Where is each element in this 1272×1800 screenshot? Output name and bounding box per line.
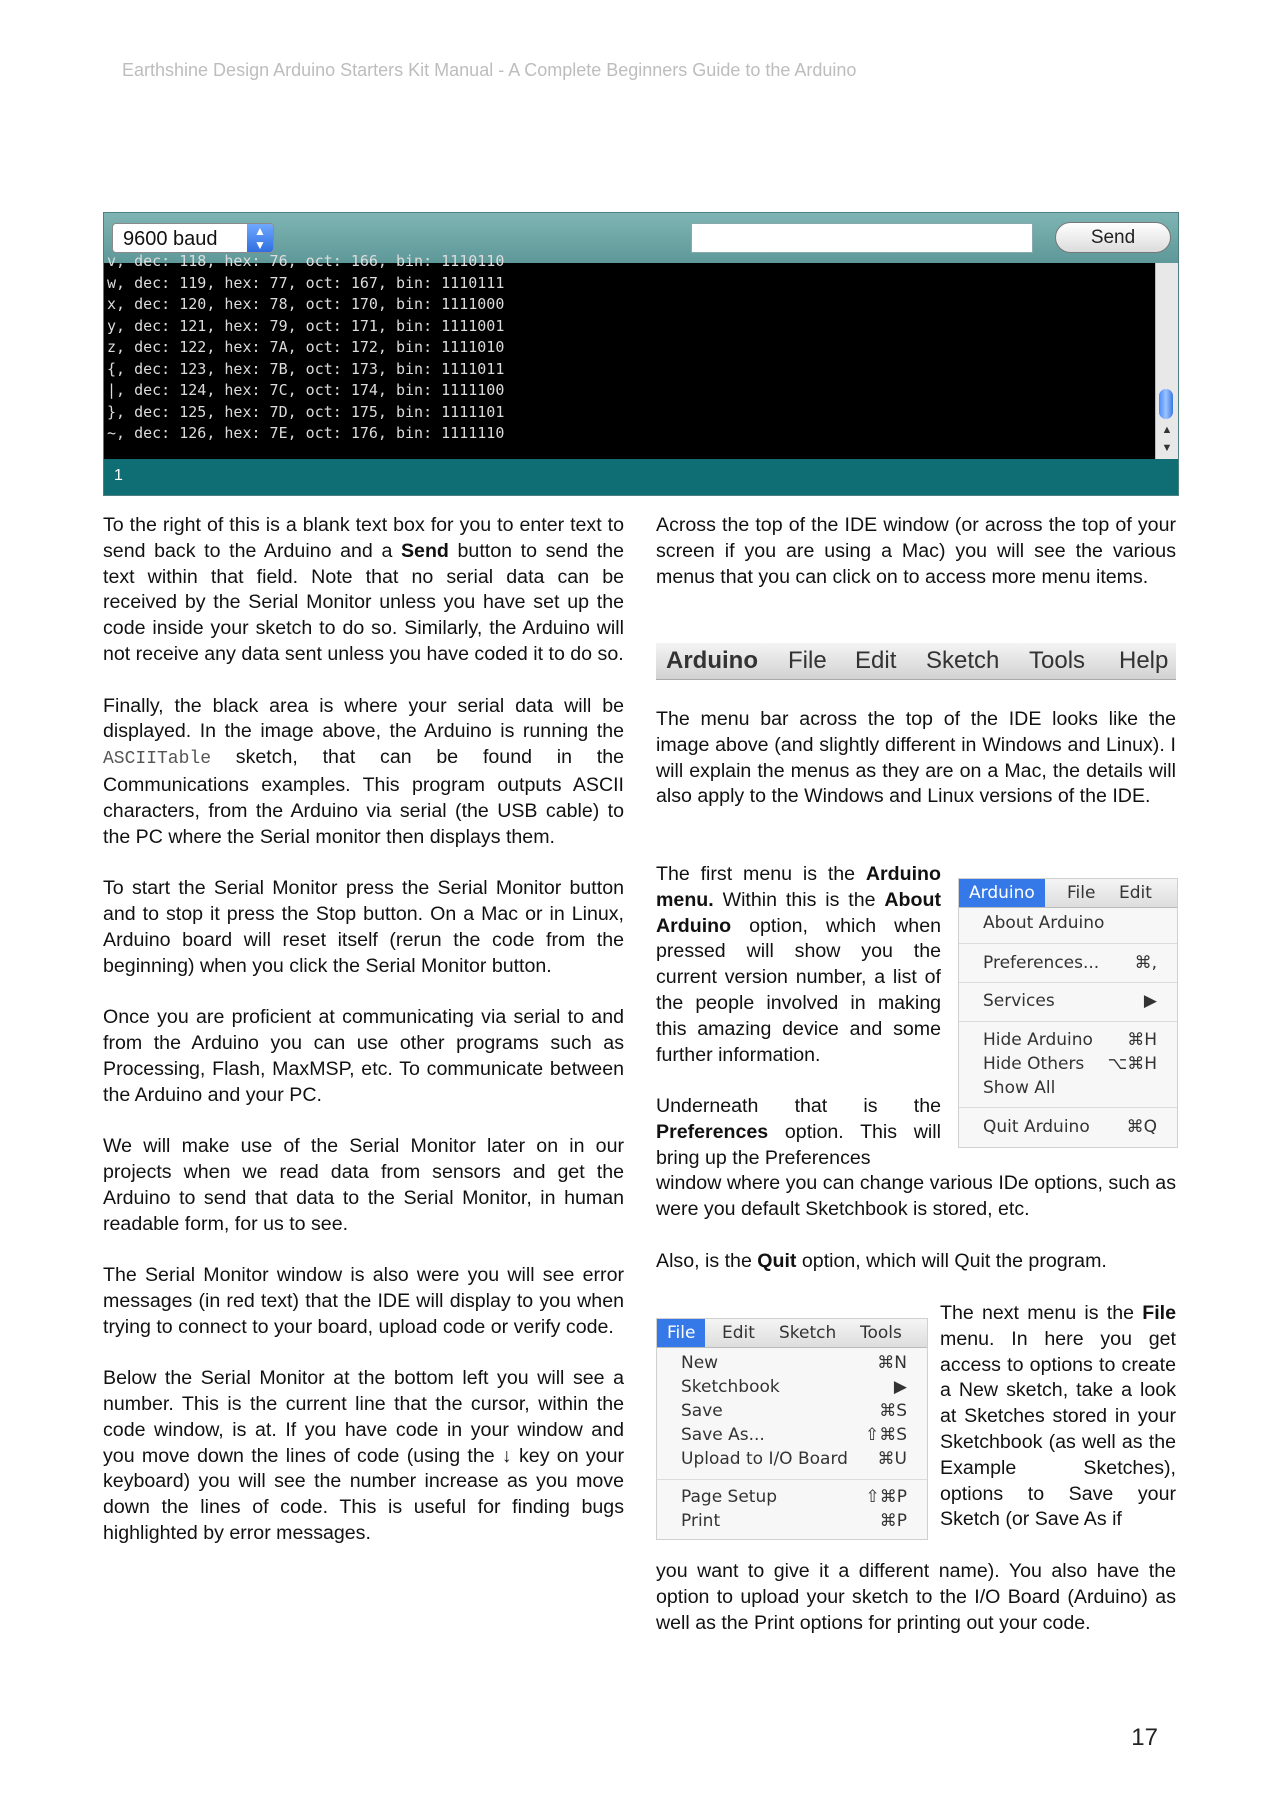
menu-separator bbox=[959, 1107, 1177, 1108]
menu-item-save-as: Save As... ⇧⌘S bbox=[681, 1425, 907, 1445]
baud-value: 9600 baud bbox=[123, 228, 218, 250]
menu-separator bbox=[959, 1021, 1177, 1022]
menu-sketch: Sketch bbox=[926, 647, 1000, 674]
page-number: 17 bbox=[1131, 1724, 1158, 1751]
console-line: w, dec: 119, hex: 77, oct: 167, bin: 1110111 bbox=[107, 273, 505, 292]
arduino-menu-image bbox=[958, 878, 1178, 1148]
serial-output bbox=[104, 252, 1156, 459]
menu-edit: Edit bbox=[722, 1323, 755, 1343]
menu-item-print: Print ⌘P bbox=[681, 1511, 907, 1531]
page-header: Earthshine Design Arduino Starters Kit Manual - A Complete Beginners Guide to the Arduino bbox=[122, 60, 857, 80]
menu-arduino: Arduino bbox=[959, 879, 1045, 907]
line-number: 1 bbox=[114, 467, 123, 484]
menu-item-save: Save ⌘S bbox=[681, 1401, 907, 1421]
paragraph: Once you are proficient at communicating via serial to and from the Arduino you can use other programs such as Processing, Flash, MaxMSP, etc. To communicate between the Arduino and your PC. bbox=[103, 1006, 624, 1106]
serial-monitor-screenshot bbox=[103, 212, 1179, 496]
status-bar bbox=[104, 459, 1178, 495]
menu-edit: Edit bbox=[1119, 883, 1152, 903]
file-menu-image bbox=[656, 1318, 928, 1540]
menu-item-hide-arduino: Hide Arduino ⌘H bbox=[983, 1030, 1157, 1050]
paragraph: Below the Serial Monitor at the bottom left you will see a number. This is the current line that the cursor, within the code window, is at. If you have code in your window and you move down the lines of code (using the ↓ key on your keyboard) you will see the number increase as you move down the lines of code. This is useful for finding bugs highlighted by error messages. bbox=[103, 1367, 624, 1545]
paragraph: window where you can change various IDe options, such as were you default Sketchbook is stored, etc. bbox=[656, 1172, 1176, 1220]
console-line: }, dec: 125, hex: 7D, oct: 175, bin: 1111101 bbox=[107, 402, 505, 421]
menu-item-sketchbook: Sketchbook ▶ bbox=[681, 1377, 907, 1397]
stepper-arrows-icon: ▲ ▼ bbox=[247, 224, 273, 252]
paragraph: you want to give it a different name). You also have the option to upload your sketch to the I/O Board (Arduino) as well as the Print options for printing out your code. bbox=[656, 1560, 1176, 1634]
paragraph: Finally, the black area is where your serial data will be displayed. In the image above, the Arduino is running the ASCIITable sketch, that can be found in the Communications examples. This program outputs ASCII characters, from the Arduino via serial (the USB cable) to the PC where the Serial monitor then displays them. bbox=[103, 694, 624, 848]
menu-tools: Tools bbox=[1029, 647, 1086, 674]
menu-arduino: Arduino bbox=[666, 647, 758, 674]
menu-file: File bbox=[657, 1319, 705, 1347]
menu-file: File bbox=[788, 647, 827, 674]
paragraph: To start the Serial Monitor press the Serial Monitor button and to stop it press the Stop button. On a Mac or in Linux, Arduino board will reset itself (rerun the code from the beginning) when you click the Serial Monitor button. bbox=[103, 877, 624, 977]
console-line: ~, dec: 126, hex: 7E, oct: 176, bin: 1111110 bbox=[107, 424, 505, 442]
submenu-arrow-icon: ▶ bbox=[1143, 991, 1157, 1011]
menu-item-preferences: Preferences... ⌘, bbox=[983, 953, 1157, 973]
console-line: |, dec: 124, hex: 7C, oct: 174, bin: 1111100 bbox=[107, 381, 505, 399]
console-line: y, dec: 121, hex: 79, oct: 171, bin: 1111001 bbox=[107, 316, 505, 335]
paragraph: Across the top of the IDE window (or across the top of your screen if you are using a Mac) you will see the various menus that you can click on to access more menu items. bbox=[656, 514, 1176, 588]
paragraph: Also, is the Quit option, which will Quit the program. bbox=[656, 1250, 1107, 1272]
paragraph: We will make use of the Serial Monitor later on in our projects when we read data from sensors and get the Arduino to send that data to the Serial Monitor, in human readable form, for us to see. bbox=[103, 1135, 624, 1235]
menu-file: File bbox=[1067, 883, 1096, 903]
send-button[interactable]: Send bbox=[1055, 222, 1171, 253]
paragraph: The menu bar across the top of the IDE looks like the image above (and slightly different in Windows and Linux). I will explain the menus as they are on a Mac, the details will also apply to the Windows and Linux versions of the IDE. bbox=[656, 708, 1176, 808]
paragraph: The next menu is the File menu. In here you get access to options to create a New sketch, take a look at Sketches stored in your Sketchbook (as well as the Example Sketches), options to Save your Sketch (or Save As if bbox=[940, 1302, 1176, 1531]
menu-tools: Tools bbox=[860, 1323, 902, 1343]
console-line: x, dec: 120, hex: 78, oct: 170, bin: 1111000 bbox=[107, 295, 505, 313]
arduino-menu-bar bbox=[959, 879, 1177, 908]
menu-item-upload: Upload to I/O Board ⌘U bbox=[681, 1449, 907, 1469]
paragraph: The first menu is the Arduino menu. Within this is the About Arduino option, which when pressed will show you the current version number, a list of the people involved in making this amazing device and some further information. bbox=[656, 863, 941, 1066]
console-line: z, dec: 122, hex: 7A, oct: 172, bin: 1111010 bbox=[107, 338, 505, 356]
scroll-thumb[interactable] bbox=[1159, 389, 1173, 419]
menu-separator bbox=[959, 982, 1177, 983]
scroll-down-icon[interactable]: ▼ bbox=[1161, 442, 1173, 454]
submenu-arrow-icon: ▶ bbox=[893, 1377, 907, 1397]
file-menu-bar bbox=[657, 1319, 927, 1348]
console-line: {, dec: 123, hex: 7B, oct: 173, bin: 1111011 bbox=[107, 359, 505, 378]
menu-sketch: Sketch bbox=[779, 1323, 837, 1343]
baud-select[interactable] bbox=[112, 223, 274, 253]
serial-send-input[interactable] bbox=[691, 223, 1033, 253]
menu-item-new: New ⌘N bbox=[681, 1353, 907, 1373]
vertical-scrollbar[interactable] bbox=[1155, 263, 1178, 459]
menu-item-page-setup: Page Setup ⇧⌘P bbox=[681, 1487, 907, 1507]
paragraph: Underneath that is the Preferences option. This will bring up the Preferences bbox=[656, 1095, 941, 1169]
menu-separator bbox=[657, 1479, 927, 1480]
menu-item-hide-others: Hide Others ⌥⌘H bbox=[983, 1054, 1157, 1074]
ide-menubar-image bbox=[656, 643, 1176, 680]
console-line: v, dec: 118, hex: 76, oct: 166, bin: 1110110 bbox=[107, 252, 505, 270]
paragraph: To the right of this is a blank text box for you to enter text to send back to the Arduino and a Send button to send the text within that field. Note that no serial data can be received by the Serial Monitor unless you have set up the code inside your sketch to do so. Similarly, the Arduino will not receive any data sent unless you have coded it to do so. bbox=[103, 514, 624, 665]
menu-item-about: About Arduino bbox=[983, 913, 1105, 933]
menu-item-services: Services ▶ bbox=[983, 991, 1157, 1011]
menu-help: Help bbox=[1119, 647, 1169, 674]
menu-edit: Edit bbox=[855, 647, 897, 674]
menu-separator bbox=[959, 943, 1177, 944]
scroll-up-icon[interactable]: ▲ bbox=[1161, 424, 1173, 436]
menu-item-quit: Quit Arduino ⌘Q bbox=[983, 1117, 1157, 1137]
menu-item-show-all: Show All bbox=[983, 1078, 1056, 1098]
left-column bbox=[103, 513, 624, 1573]
paragraph: The Serial Monitor window is also were you will see error messages (in red text) that the IDE will display to you when trying to connect to your board, upload code or verify code. bbox=[103, 1264, 624, 1338]
